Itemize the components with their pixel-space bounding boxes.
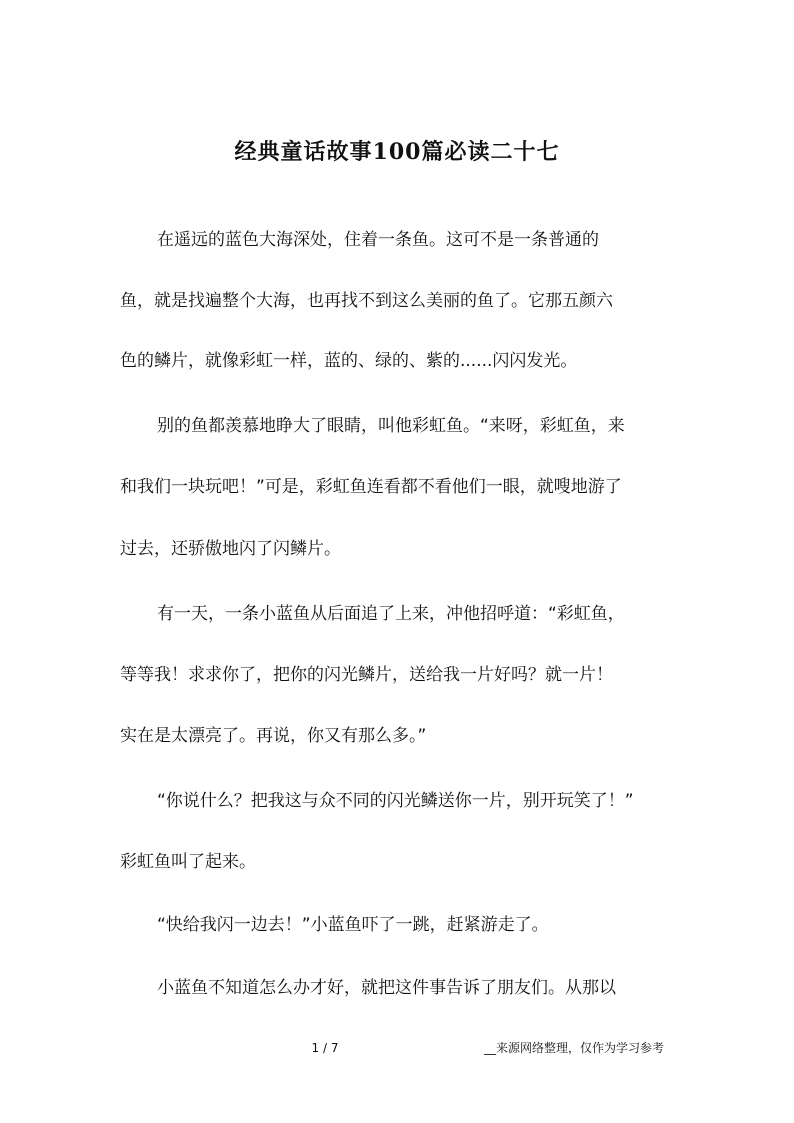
page-number: 1 / 7 xyxy=(311,1041,339,1055)
paragraph-line: 有一天，一条小蓝鱼从后面追了上来，冲他招呼道：“彩虹鱼， xyxy=(157,604,625,624)
paragraph-line: 在遥远的蓝色大海深处，住着一条鱼。这可不是一条普通的 xyxy=(157,230,599,250)
paragraph-line: 过去，还骄傲地闪了闪鳞片。 xyxy=(120,539,341,559)
paragraph-line: “快给我闪一边去！”小蓝鱼吓了一跳，赶紧游走了。 xyxy=(157,915,549,935)
paragraph-line: 鱼，就是找遍整个大海，也再找不到这么美丽的鱼了。它那五颜六 xyxy=(120,291,613,311)
paragraph-line: “你说什么？把我这与众不同的闪光鳞送你一片，别开玩笑了！” xyxy=(157,791,634,811)
paragraph-line: 和我们一块玩吧！”可是，彩虹鱼连看都不看他们一眼，就嗖地游了 xyxy=(120,477,622,497)
footer-note: __来源网络整理，仅作为学习参考 xyxy=(484,1041,665,1055)
paragraph-line: 等等我！求求你了，把你的闪光鳞片，送给我一片好吗？就一片！ xyxy=(120,665,613,685)
paragraph-line: 小蓝鱼不知道怎么办才好，就把这件事告诉了朋友们。从那以 xyxy=(157,978,616,998)
paragraph-line: 别的鱼都羡慕地睁大了眼睛，叫他彩虹鱼。“来呀，彩虹鱼，来 xyxy=(157,416,625,436)
paragraph-line: 色的鳞片，就像彩虹一样，蓝的、绿的、紫的......闪闪发光。 xyxy=(120,351,578,371)
paragraph-line: 彩虹鱼叫了起来。 xyxy=(120,852,256,872)
paragraph-line: 实在是太漂亮了。再说，你又有那么多。” xyxy=(120,726,427,746)
document-title: 经典童话故事100篇必读二十七 xyxy=(234,139,560,165)
